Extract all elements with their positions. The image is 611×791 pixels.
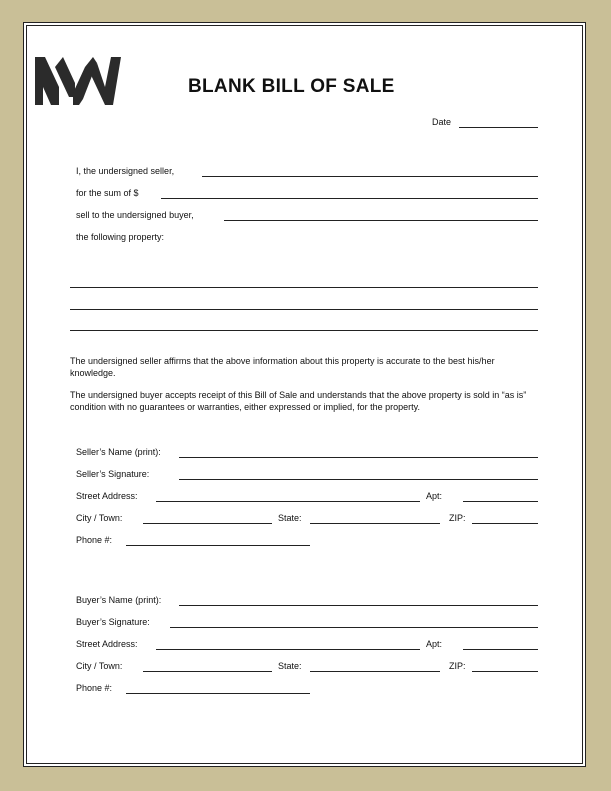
buyer-zip-label: ZIP:: [449, 661, 466, 671]
date-line[interactable]: [459, 127, 538, 128]
buyer-apt-label: Apt:: [426, 639, 443, 649]
buyer-phone-line[interactable]: [126, 693, 310, 694]
buyer-street-line[interactable]: [156, 649, 420, 650]
seller-state-label: State:: [278, 513, 302, 523]
seller-phone-line[interactable]: [126, 545, 310, 546]
buyer-line[interactable]: [224, 220, 538, 221]
date-label: Date: [432, 117, 452, 127]
document-title: BLANK BILL OF SALE: [188, 76, 395, 97]
seller-street-label: Street Address:: [76, 491, 138, 501]
property-line-3[interactable]: [70, 330, 538, 331]
buyer-name-line[interactable]: [179, 605, 538, 606]
property-label: the following property:: [76, 232, 165, 242]
seller-line[interactable]: [202, 176, 538, 177]
buyer-state-line[interactable]: [310, 671, 440, 672]
seller-apt-label: Apt:: [426, 491, 443, 501]
buyer-state-label: State:: [278, 661, 302, 671]
seller-name-line[interactable]: [179, 457, 538, 458]
buyer-signature-label: Buyer’s Signature:: [76, 617, 150, 627]
seller-name-label: Seller’s Name (print):: [76, 447, 161, 457]
seller-label: I, the undersigned seller,: [76, 166, 175, 176]
seller-apt-line[interactable]: [463, 501, 538, 502]
seller-signature-line[interactable]: [179, 479, 538, 480]
buyer-acceptance-text: The undersigned buyer accepts receipt of this Bill of Sale and understands that the above property is sold in “as is” condition with no guarantees or warranties, either expressed or implied, for the property.: [70, 390, 527, 412]
seller-signature-label: Seller’s Signature:: [76, 469, 150, 479]
buyer-city-line[interactable]: [143, 671, 272, 672]
seller-zip-line[interactable]: [472, 523, 538, 524]
sum-label: for the sum of $: [76, 188, 139, 198]
sum-line[interactable]: [161, 198, 538, 199]
seller-city-line[interactable]: [143, 523, 272, 524]
seller-phone-label: Phone #:: [76, 535, 113, 545]
seller-city-label: City / Town:: [76, 513, 123, 523]
buyer-apt-line[interactable]: [463, 649, 538, 650]
buyer-phone-label: Phone #:: [76, 683, 113, 693]
bill-of-sale-sheet: [23, 22, 586, 767]
seller-street-line[interactable]: [156, 501, 420, 502]
buyer-zip-line[interactable]: [472, 671, 538, 672]
buyer-signature-line[interactable]: [170, 627, 538, 628]
buyer-city-label: City / Town:: [76, 661, 123, 671]
property-line-1[interactable]: [70, 287, 538, 288]
buyer-label: sell to the undersigned buyer,: [76, 210, 194, 220]
buyer-street-label: Street Address:: [76, 639, 138, 649]
seller-zip-label: ZIP:: [449, 513, 466, 523]
property-line-2[interactable]: [70, 309, 538, 310]
mw-monogram-icon: [35, 53, 123, 105]
seller-state-line[interactable]: [310, 523, 440, 524]
buyer-name-label: Buyer’s Name (print):: [76, 595, 162, 605]
seller-affirmation-text: The undersigned seller affirms that the above information about this property is accurate to the best his/her knowledge.: [70, 356, 495, 378]
